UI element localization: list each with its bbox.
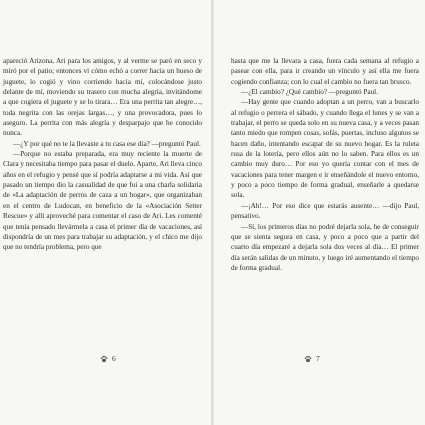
paragraph: —Sí, los primeros días no podré dejarla sola, he de conseguir que se sienta segura en casa, y poco a poco que a partir del cuarto día empezaré a dejarla sola dos veces al día… El primer día serán salidas de un minuto, y luego iré aumentando el tiempo de forma gradual. [231, 222, 419, 272]
paw-print-icon [100, 355, 108, 363]
paragraph: —¡Ah!… Por eso dice que estarás ausente… —dijo Paul, pensativo. [231, 201, 419, 221]
left-page-text [3, 56, 202, 253]
paragraph: —Porque no estaba preparada, era muy reciente la muerte de Clara y necesitaba tiempo para pasar el duelo. Aparte, Ari lleva cinco años en el refugio y pensé que sí podría adaptarse a mi vida. Así que pasado un tiempo dio la casualidad de que fui a una charla solidaria de «La adaptación de perros de caza a un hogar», que organizaban en el centro de Ludocan, en beneficio de la «Asociación Setter Rescue» y allí aproveché para comentar el caso de Ari. Les comenté que tenía pensado llevármela a casa el primer día de vacaciones, así dispondría de un mes para trabajar su adaptación, y el chico me dijo que no tendría problema, pero que [3, 150, 202, 252]
page-number: 6 [112, 354, 116, 363]
paragraph: hasta que me la llevara a casa, fuera cada semana al refugio a pasear con ella, para ir creando un vínculo y así ella me fuera cogiendo confianza; con lo cual el cambio no fuera tan brusco. [231, 57, 419, 86]
page-number: 7 [316, 354, 320, 363]
paw-print-icon [304, 355, 312, 363]
right-page [213, 0, 425, 425]
paragraph: apareció Arizona, Ari para los amigos, y al verme se paró en seco y miró por el patio; entonces vi cómo echó a correr hacia un hueso de juguete, lo cogió y vino corriendo hacia mí, colocándose justo delante de mí, moviendo su trasero con mucha alegría, invitándome a que cogiera el juguete y se lo tirara… Era una perrita tan alegre…, toda negrita con las orejas largas…, y una provocadora, pues lo aseguro. La perrita con más alegría y desparpajo que he conocido nunca. [3, 57, 202, 138]
paragraph: —¿Y por qué no te la llevaste a tu casa ese día? —preguntó Paul. [13, 139, 201, 148]
paragraph: —¿El cambio? ¿Qué cambio? —preguntó Paul. [241, 88, 378, 97]
page-number-footer [100, 354, 116, 363]
paragraph: —Hay gente que cuando adoptan a un perro, van a buscarlo al refugio o perrera el sábado, y cuando llega el lunes y se van a trabajar, el perro se queda solo en su nueva casa, y a veces pasan tanto miedo que rompen cosas, sofás, puertas, incluso algunos se hacen daño, intentando escapar de su nuevo hogar. Es la ruleta rusa de la lotería, pero ellos aún no lo saben. Para ellos es un cambio muy duro… Por eso yo quería contar con el mes de vacaciones para tener margen e ir enseñándole el nuevo entorno, y poco a poco tiempo de forma gradual, enseñarle a quedarse sola. [231, 98, 419, 200]
left-page [0, 0, 212, 425]
right-page-text [231, 56, 419, 273]
page-number-footer [304, 354, 320, 363]
